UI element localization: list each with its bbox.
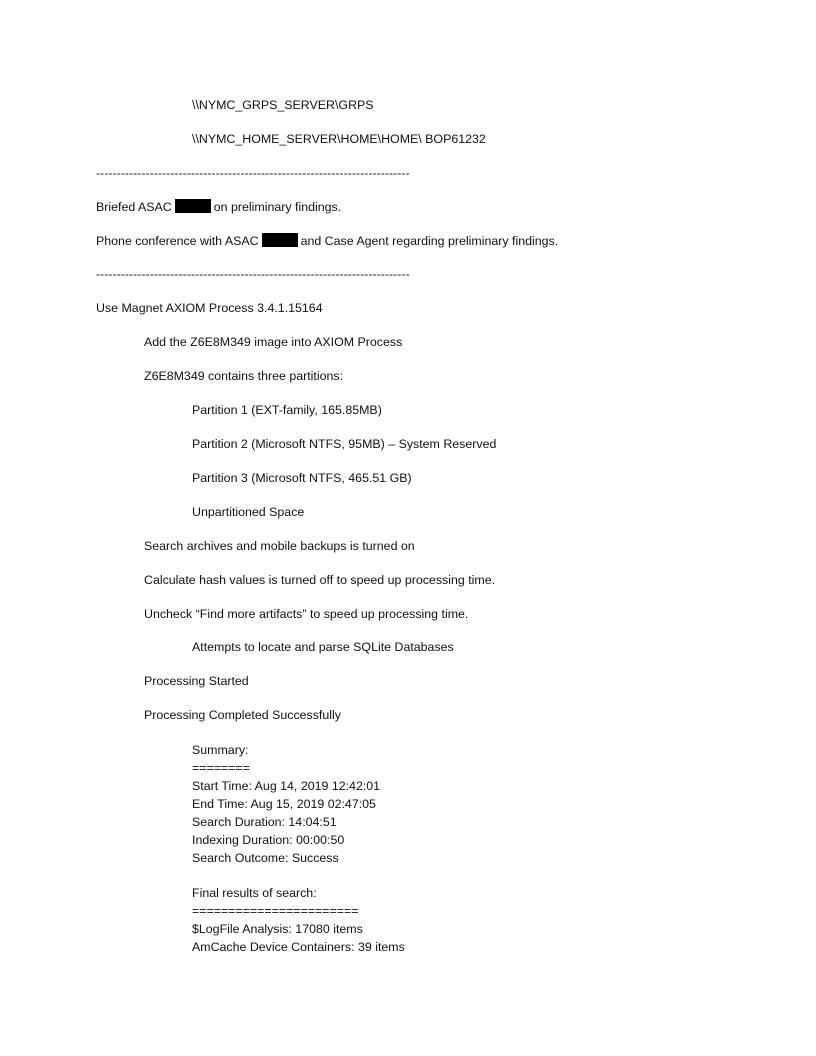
briefing-suffix: on preliminary findings. [213, 200, 342, 214]
phone-suffix: and Case Agent regarding preliminary findings. [300, 234, 559, 248]
option-item: Uncheck “Find more artifacts” to speed up processing time. [144, 607, 469, 621]
final-results-block [192, 884, 405, 956]
summary-line: Start Time: Aug 14, 2019 12:42:01 [192, 779, 381, 793]
phone-prefix: Phone conference with ASAC [96, 234, 259, 248]
briefing-prefix: Briefed ASAC [96, 200, 172, 214]
redaction-box [262, 233, 298, 247]
processing-completed: Processing Completed Successfully [144, 708, 341, 722]
add-image-step: Add the Z6E8M349 image into AXIOM Process [144, 335, 403, 349]
processing-started: Processing Started [144, 674, 249, 688]
partition-item: Partition 1 (EXT-family, 165.85MB) [192, 403, 382, 417]
summary-heading: Summary: [192, 743, 249, 757]
partition-item: Partition 3 (Microsoft NTFS, 465.51 GB) [192, 471, 412, 485]
partition-item: Partition 2 (Microsoft NTFS, 95MB) – System Reserved [192, 437, 497, 451]
summary-line: Search Outcome: Success [192, 851, 339, 865]
summary-line: Search Duration: 14:04:51 [192, 815, 337, 829]
partitions-intro: Z6E8M349 contains three partitions: [144, 369, 344, 383]
option-item: Search archives and mobile backups is turned on [144, 539, 415, 553]
final-results-line: AmCache Device Containers: 39 items [192, 940, 405, 954]
grps-server-path: \\NYMC_GRPS_SERVER\GRPS [192, 98, 374, 112]
final-results-line: $LogFile Analysis: 17080 items [192, 922, 363, 936]
tool-heading: Use Magnet AXIOM Process 3.4.1.15164 [96, 301, 323, 315]
summary-line: Indexing Duration: 00:00:50 [192, 833, 345, 847]
redaction-box [175, 199, 211, 213]
final-results-heading: Final results of search: [192, 886, 317, 900]
home-server-path: \\NYMC_HOME_SERVER\HOME\HOME\ BOP61232 [192, 132, 486, 146]
separator-line: ---------------------------------------------------------------------------- [96, 166, 410, 180]
summary-line: End Time: Aug 15, 2019 02:47:05 [192, 797, 376, 811]
briefing-note [96, 199, 341, 215]
summary-rule: ======== [192, 761, 250, 775]
final-results-rule: ======================= [192, 904, 359, 918]
partition-item: Unpartitioned Space [192, 505, 305, 519]
phone-conference-note [96, 233, 558, 249]
separator-line: ---------------------------------------------------------------------------- [96, 267, 410, 281]
option-item: Calculate hash values is turned off to speed up processing time. [144, 573, 496, 587]
sqlite-note: Attempts to locate and parse SQLite Databases [192, 640, 454, 654]
summary-block [192, 741, 380, 867]
